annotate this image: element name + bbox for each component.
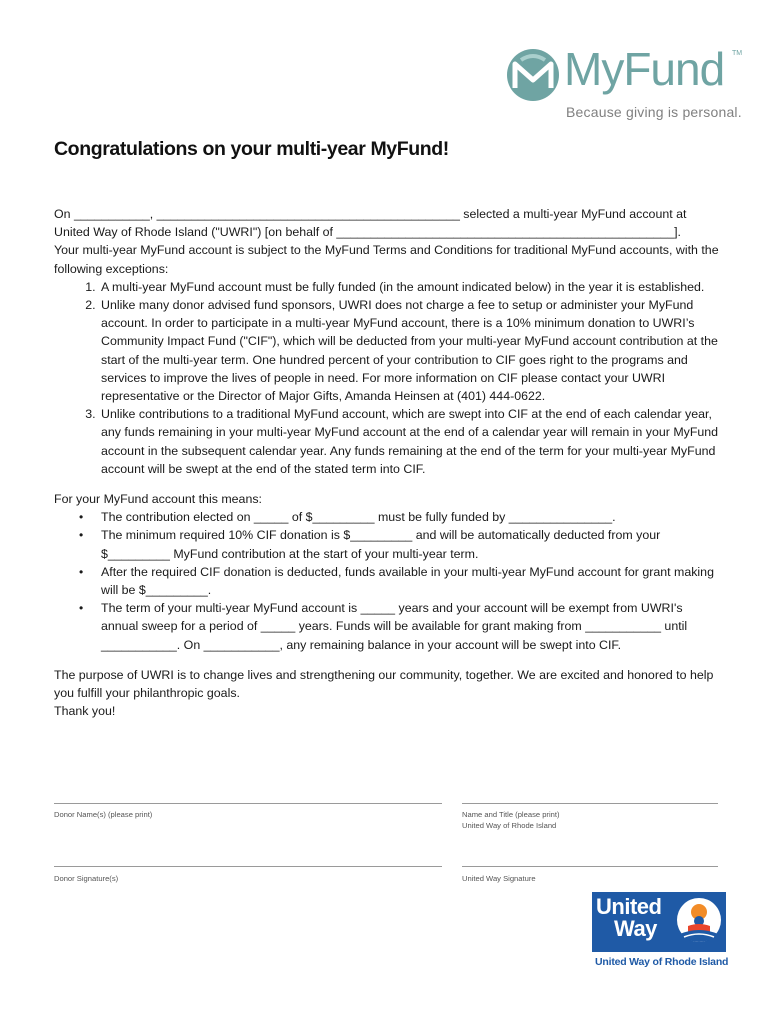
uw-name-label [462, 809, 560, 831]
intro-line-1: On ___________, ____________________________________________ selected a multi-year MyFund account at [54, 207, 687, 221]
means-item: • The contribution elected on _____ of $_________ must be fully funded by _______________. [99, 508, 719, 526]
thank-you: Thank you! [54, 704, 116, 719]
donor-signature-label: Donor Signature(s) [54, 874, 119, 883]
exception-item: 1. A multi-year MyFund account must be fully funded (in the amount indicated below) in the year it is established. [99, 278, 719, 296]
united-way-logo [592, 892, 726, 952]
united-way-wordmark-line2: Way [614, 916, 657, 941]
means-lead: For your MyFund account this means: [54, 492, 262, 507]
united-way-wordmark [596, 896, 661, 940]
intro-line-3: Your multi-year MyFund account is subject to the MyFund Terms and Conditions for traditional MyFund accounts, with the following exceptions: [54, 243, 719, 276]
uw-signature-label: United Way Signature [462, 874, 536, 883]
donor-signature-line[interactable] [54, 866, 442, 867]
means-item: • The term of your multi-year MyFund account is _____ years and your account will be exempt from UWRI's annual sweep for a period of _____ years. Funds will be available for grant making from ___________ until ___________. On ___________, any remaining balance in your account will be swept into CIF. [99, 599, 719, 654]
myfund-heart-icon [506, 48, 560, 102]
exception-item: 2. Unlike many donor advised fund sponsors, UWRI does not charge a fee to setup or administer your MyFund account. In order to participate in a multi-year MyFund account, there is a 10% minimum donation to UWRI’s Community Impact Fund ("CIF"), which will be deducted from your multi-year MyFund account contribution at the start of the multi-year term. One hundred percent of your contribution to CIF goes right to the programs and services to improve the lives of people in need. For more information on CIF please contact your UWRI representative or the Director of Major Gifts, Amanda Heinsen at (401) 444-0622. [99, 296, 719, 405]
united-way-caption: United Way of Rhode Island [595, 956, 729, 968]
myfund-wordmark: MyFund [564, 43, 725, 95]
exceptions-list [54, 278, 719, 478]
uw-name-line[interactable] [462, 803, 718, 804]
uw-name-label-line2: United Way of Rhode Island [462, 821, 557, 830]
intro-line-2: United Way of Rhode Island ("UWRI") [on behalf of _________________________________________________]. [54, 225, 681, 240]
letter-body [54, 205, 719, 720]
donor-name-label: Donor Name(s) (please print) [54, 810, 153, 819]
myfund-logo [506, 44, 746, 124]
uw-name-label-line1: Name and Title (please print) [462, 810, 560, 819]
means-list [54, 508, 719, 654]
myfund-tagline: Because giving is personal. [566, 104, 742, 120]
purpose-paragraph: The purpose of UWRI is to change lives and strengthening our community, together. We are excited and honored to help you fulfill your philanthropic goals. [54, 667, 714, 701]
donor-name-line[interactable] [54, 803, 442, 804]
united-way-wordmark-line1: United [596, 894, 662, 919]
means-item: • After the required CIF donation is deducted, funds available in your multi-year MyFund account for grant making will be $_________. [99, 563, 719, 599]
united-way-hand-icon [674, 896, 724, 948]
means-item: • The minimum required 10% CIF donation is $_________ and will be automatically deducted from your $_________ MyFund contribution at the start of your multi-year term. [99, 526, 719, 562]
page-title: Congratulations on your multi-year MyFund! [54, 138, 449, 160]
trademark-mark: TM [732, 50, 743, 57]
uw-signature-line[interactable] [462, 866, 718, 867]
exception-item: 3. Unlike contributions to a traditional MyFund account, which are swept into CIF at the end of each calendar year, any funds remaining in your multi-year MyFund account at the end of a calendar year will remain in your MyFund account in the subsequent calendar year. Any funds remaining at the end of the term for your multi-year MyFund account will be swept at the end of the stated term into CIF. [99, 405, 719, 478]
